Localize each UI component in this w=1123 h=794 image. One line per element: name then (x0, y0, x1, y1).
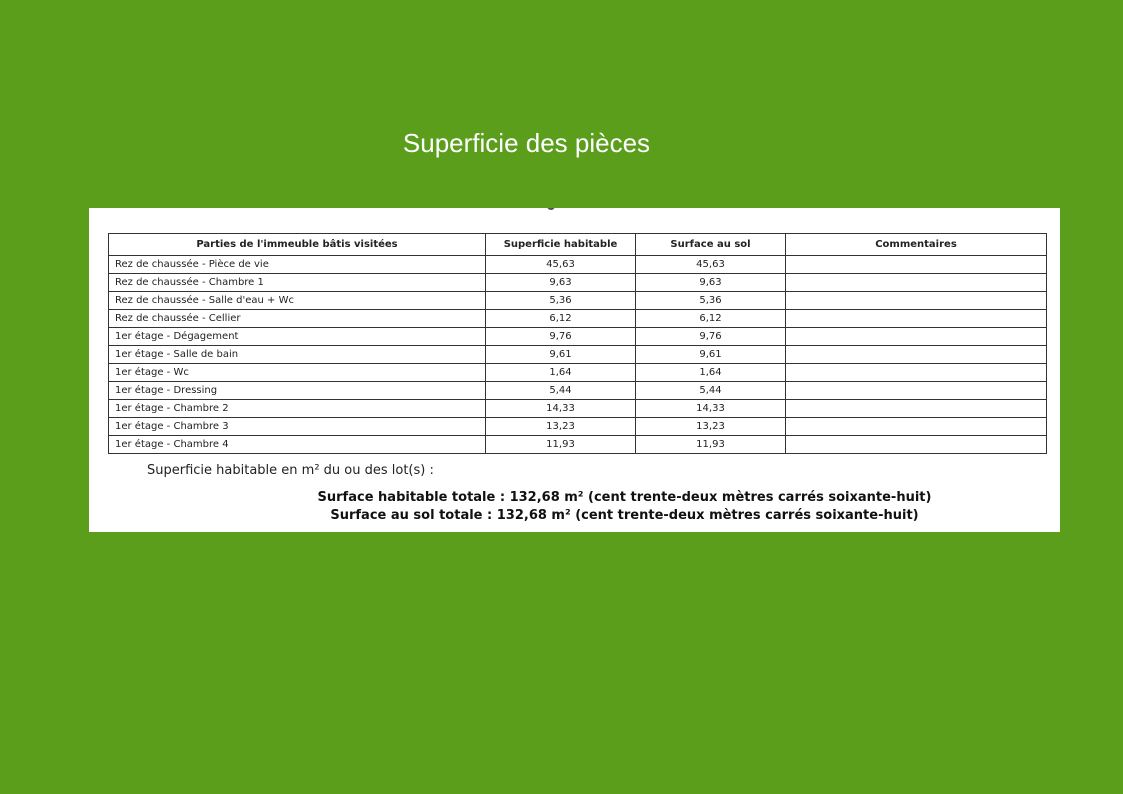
cell-sol: 14,33 (636, 400, 786, 418)
table-row (109, 310, 1047, 328)
table-row (109, 364, 1047, 382)
cell-comments (786, 292, 1047, 310)
cell-habitable: 9,76 (486, 328, 636, 346)
cell-sol: 9,76 (636, 328, 786, 346)
cell-part: Rez de chaussée - Pièce de vie (109, 256, 486, 274)
cell-part: 1er étage - Dressing (109, 382, 486, 400)
totals-block (89, 489, 1060, 525)
cell-sol: 45,63 (636, 256, 786, 274)
cell-habitable: 9,61 (486, 346, 636, 364)
cell-part: 1er étage - Wc (109, 364, 486, 382)
header-part: Parties de l'immeuble bâtis visitées (109, 234, 486, 256)
cell-part: Rez de chaussée - Chambre 1 (109, 274, 486, 292)
table-row (109, 400, 1047, 418)
page-title: Superficie des pièces (402, 128, 651, 158)
rooms-table (108, 233, 1047, 454)
cell-sol: 5,44 (636, 382, 786, 400)
document-scan (89, 208, 1060, 532)
table-row (109, 346, 1047, 364)
cell-comments (786, 274, 1047, 292)
cell-habitable: 45,63 (486, 256, 636, 274)
total-sol: Surface au sol totale : 132,68 m² (cent trente-deux mètres carrés soixante-huit) (330, 508, 919, 523)
table-row (109, 328, 1047, 346)
table-row (109, 418, 1047, 436)
cell-sol: 6,12 (636, 310, 786, 328)
cell-sol: 9,63 (636, 274, 786, 292)
table-header-row (109, 234, 1047, 256)
cell-comments (786, 418, 1047, 436)
cell-habitable: 6,12 (486, 310, 636, 328)
header-comments: Commentaires (786, 234, 1047, 256)
cell-comments (786, 400, 1047, 418)
cell-comments (786, 436, 1047, 454)
cell-part: 1er étage - Chambre 2 (109, 400, 486, 418)
table-row (109, 256, 1047, 274)
cell-habitable: 5,36 (486, 292, 636, 310)
summary-subtitle: Superficie habitable en m² du ou des lot(s) : (147, 463, 434, 478)
cell-comments (786, 364, 1047, 382)
table-row (109, 292, 1047, 310)
cell-habitable: 1,64 (486, 364, 636, 382)
table-row (109, 274, 1047, 292)
cell-habitable: 14,33 (486, 400, 636, 418)
cell-habitable: 11,93 (486, 436, 636, 454)
cell-comments (786, 346, 1047, 364)
cell-comments (786, 382, 1047, 400)
cell-part: Rez de chaussée - Cellier (109, 310, 486, 328)
total-habitable: Surface habitable totale : 132,68 m² (cent trente-deux mètres carrés soixante-huit) (317, 490, 932, 505)
header-habitable: Superficie habitable (486, 234, 636, 256)
cell-part: 1er étage - Salle de bain (109, 346, 486, 364)
cell-part: Rez de chaussée - Salle d'eau + Wc (109, 292, 486, 310)
cell-part: 1er étage - Chambre 3 (109, 418, 486, 436)
cell-sol: 1,64 (636, 364, 786, 382)
cropped-text-fragment (547, 208, 555, 210)
cell-habitable: 5,44 (486, 382, 636, 400)
cell-habitable: 13,23 (486, 418, 636, 436)
cell-part: 1er étage - Dégagement (109, 328, 486, 346)
table-row (109, 382, 1047, 400)
header-sol: Surface au sol (636, 234, 786, 256)
cell-sol: 5,36 (636, 292, 786, 310)
cell-comments (786, 256, 1047, 274)
cell-comments (786, 328, 1047, 346)
cell-comments (786, 310, 1047, 328)
table-row (109, 436, 1047, 454)
cell-sol: 11,93 (636, 436, 786, 454)
cell-part: 1er étage - Chambre 4 (109, 436, 486, 454)
cell-sol: 13,23 (636, 418, 786, 436)
cell-habitable: 9,63 (486, 274, 636, 292)
cell-sol: 9,61 (636, 346, 786, 364)
